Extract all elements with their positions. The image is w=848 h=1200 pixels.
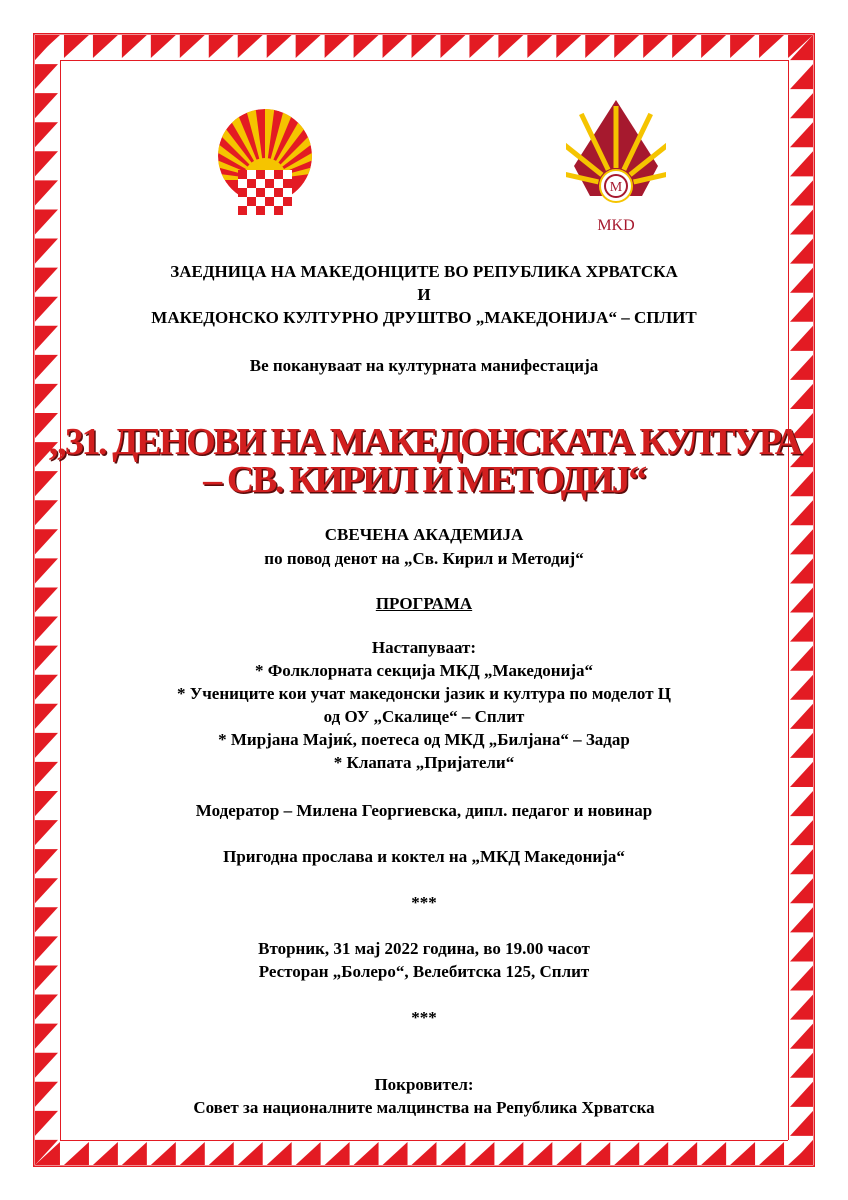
logo-letter: M [609,180,623,195]
invitation-text: Ве покануваат на културната манифестација [249,356,599,375]
event-subtitle: по повод денот на „Св. Кирил и Методиј“ [264,549,584,568]
reception-text: Пригодна прослава и коктел на „МКД Македонија“ [223,847,625,866]
festival-title-line-1: „31. ДЕНОВИ НА МАКЕДОНСКАТА КУЛТУРА [48,421,800,463]
organizer-conjunction: И [417,285,431,304]
organizer-line-2: МАКЕДОНСКО КУЛТУРНО ДРУШТВО „МАКЕДОНИЈА“ – СПЛИТ [151,308,697,327]
performer-item: * Клапата „Пријатели“ [333,753,515,772]
sun-over-checkerboard-emblem-icon [205,108,325,218]
separator: *** [411,893,437,912]
performer-item: * Мирјана Мајиќ, поетеса од МКД „Билјана“ – Задар [218,730,630,749]
event-date-time: Вторник, 31 мај 2022 година, во 19.00 часот [258,939,590,958]
performer-item: од ОУ „Скалице“ – Сплит [323,707,525,726]
performers-label: Настапуваат: [371,638,477,657]
patron-label: Покровител: [374,1075,474,1094]
festival-title-line-2: – СВ. КИРИЛ И МЕТОДИЈ“ [203,459,645,501]
event-venue: Ресторан „Болеро“, Велебитска 125, Сплит [258,962,590,981]
patron-name: Совет за националните малцинства на Република Хрватска [193,1098,655,1117]
moderator-text: Модератор – Милена Георгиевска, дипл. педагог и новинар [195,801,653,820]
macedonian-sun-emblem-icon [566,96,666,238]
logo-caption: MKD [597,217,635,234]
program-heading: ПРОГРАМА [375,594,473,613]
event-title: СВЕЧЕНА АКАДЕМИЈА [324,525,524,544]
performer-item: * Фолклорната секција МКД „Македонија“ [254,661,594,680]
organizer-line-1: ЗАЕДНИЦА НА МАКЕДОНЦИТЕ ВО РЕПУБЛИКА ХРВАТСКА [170,262,678,281]
separator: *** [411,1008,437,1027]
performer-item: * Учениците кои учат македонски јазик и култура по моделот Ц [176,684,672,703]
